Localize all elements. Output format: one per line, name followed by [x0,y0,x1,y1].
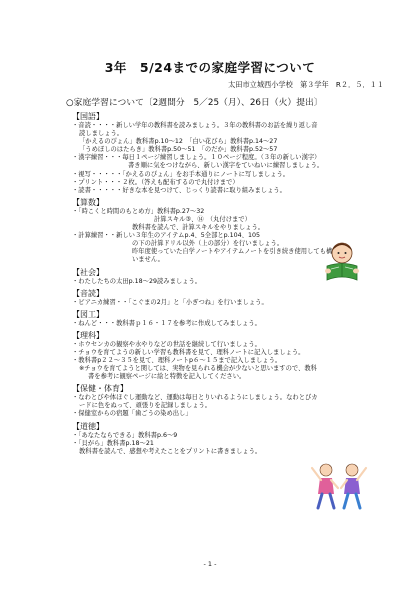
list-item: ・漢字練習・・・毎日１ページ練習しましょう。１０ページ程度。（３年の新しい漢字） [72,154,321,162]
sub-item: 「うめぼしのはたらき」教科書p.50～51 「のだか」教科書p.52～57 [79,146,278,154]
list-item-continued: ードに色をぬって、頑張りを記録しましょう。 [79,402,212,410]
exercising-children-illustration [308,458,370,514]
list-item: ・「あなたならできる」教科書p.6～9 [72,431,178,439]
sub-item: 教科書を読んで、計算スキルをやりましょう。 [132,224,265,232]
list-item-continued: 書き順に気をつけながら、新しい漢字をていねいに練習しましょう。 [128,162,324,170]
section-heading: 【国語】 [72,112,104,121]
sub-item: 計算スキル③、⑭ （丸付けまで） [154,215,251,223]
list-item: ・なわとびや体ほぐし運動など、運動は毎日とりいれるようにしましょう。なわとびカ [72,394,318,402]
list-item-continued: いません。 [132,256,164,264]
list-item: ・読書・・・・・好きな本を見つけて、じっくり読書に取り組みましょう。 [72,186,286,194]
list-item-continued: 昨年度使っていた自学ノートやアイテムノートを引き続き使用しても構 [132,248,333,256]
list-item: ・視写・・・・・「かえるのぴょん」をお手本通りにノートに写しましょう。 [72,170,290,178]
list-item: ・教科書p２２～３５を見て、理科ノートp６～１５まで記入しましょう。 [72,356,282,364]
list-item: ・プリント・・・２枚。（答えも配布するので丸付けまで） [72,178,239,186]
list-item: ・ねんど・・・教科書ｐ１６・１７を参考に作成してみましょう。 [72,319,261,327]
section-heading: 【音読】 [72,288,104,298]
sub-item: 「かえるのぴょん」教科書p.10～12 「白い花びら」教科書p.14～27 [79,138,278,146]
section-heading: 【保健・体育】 [72,384,128,394]
list-item-continued: の下の計算ドリル以外（上の部分）を行いましょう。 [132,240,284,248]
section-heading: 【図工】 [72,309,104,319]
list-item-continued: 読しましょう。 [79,130,124,138]
list-item: ・「貝がら」教科書p.18～21 [72,439,154,447]
sub-item: 教科書を読んで、感想や考えたことをプリントに書きましょう。 [79,447,262,455]
document-title: 3年 5/24までの家庭学習について [104,60,316,75]
page-number: - 1 - [203,560,217,568]
list-item: ・ピアニカ練習・・「こぐまの2月」と「小ぎつね」を行いましょう。 [72,298,268,306]
section-heading: 【社会】 [72,267,104,277]
intro-line: ○家庭学習について〔2週間分 5／25（月）、26日（火）提出〕 [66,98,323,108]
list-item: ・保健室からの宿題「歯ごうの染め出し」 [72,410,192,418]
section-zuko [72,310,372,328]
list-item: ・音読・・・・新しい学年の教科書を読みましょう。３年の教科書のお話を繰り返し音 [72,122,318,129]
section-ongaku [72,289,372,307]
section-heading: 【道徳】 [72,421,104,431]
note-line: ※チョウを育てようと関しては、実物を見られる機会が少ないと思いますので、教科 [79,365,317,373]
section-rika [72,331,372,381]
note-line: 書を参考に観察ページに絵と特徴を記入してください。 [88,373,246,381]
list-item: ・ホウセンカの観察や水やりなどの世話を継続して行いましょう。 [72,340,261,348]
section-heading: 【理科】 [72,330,104,340]
section-heading: 【算数】 [72,197,104,207]
reading-child-illustration [318,236,366,284]
issuer-line: 太田市立城西小学校 第３学年 R２．５．１１ [228,80,384,89]
section-dotoku [72,422,372,456]
section-hoken [72,384,372,418]
list-item: ・チョウを育てようの新しい学習も教科書を見て、理科ノートに記入しましょう。 [72,348,305,356]
list-item: ・わたしたちの太田p.18～29読みましょう。 [72,277,202,285]
list-item: ・計算練習・・新しい３年生のアイテムp.4、5全部とp.104、105 [72,232,260,240]
list-item: ・「時こくと時間のもとめ方」教科書p.27～32 [72,207,205,215]
section-kokugo [72,112,372,195]
